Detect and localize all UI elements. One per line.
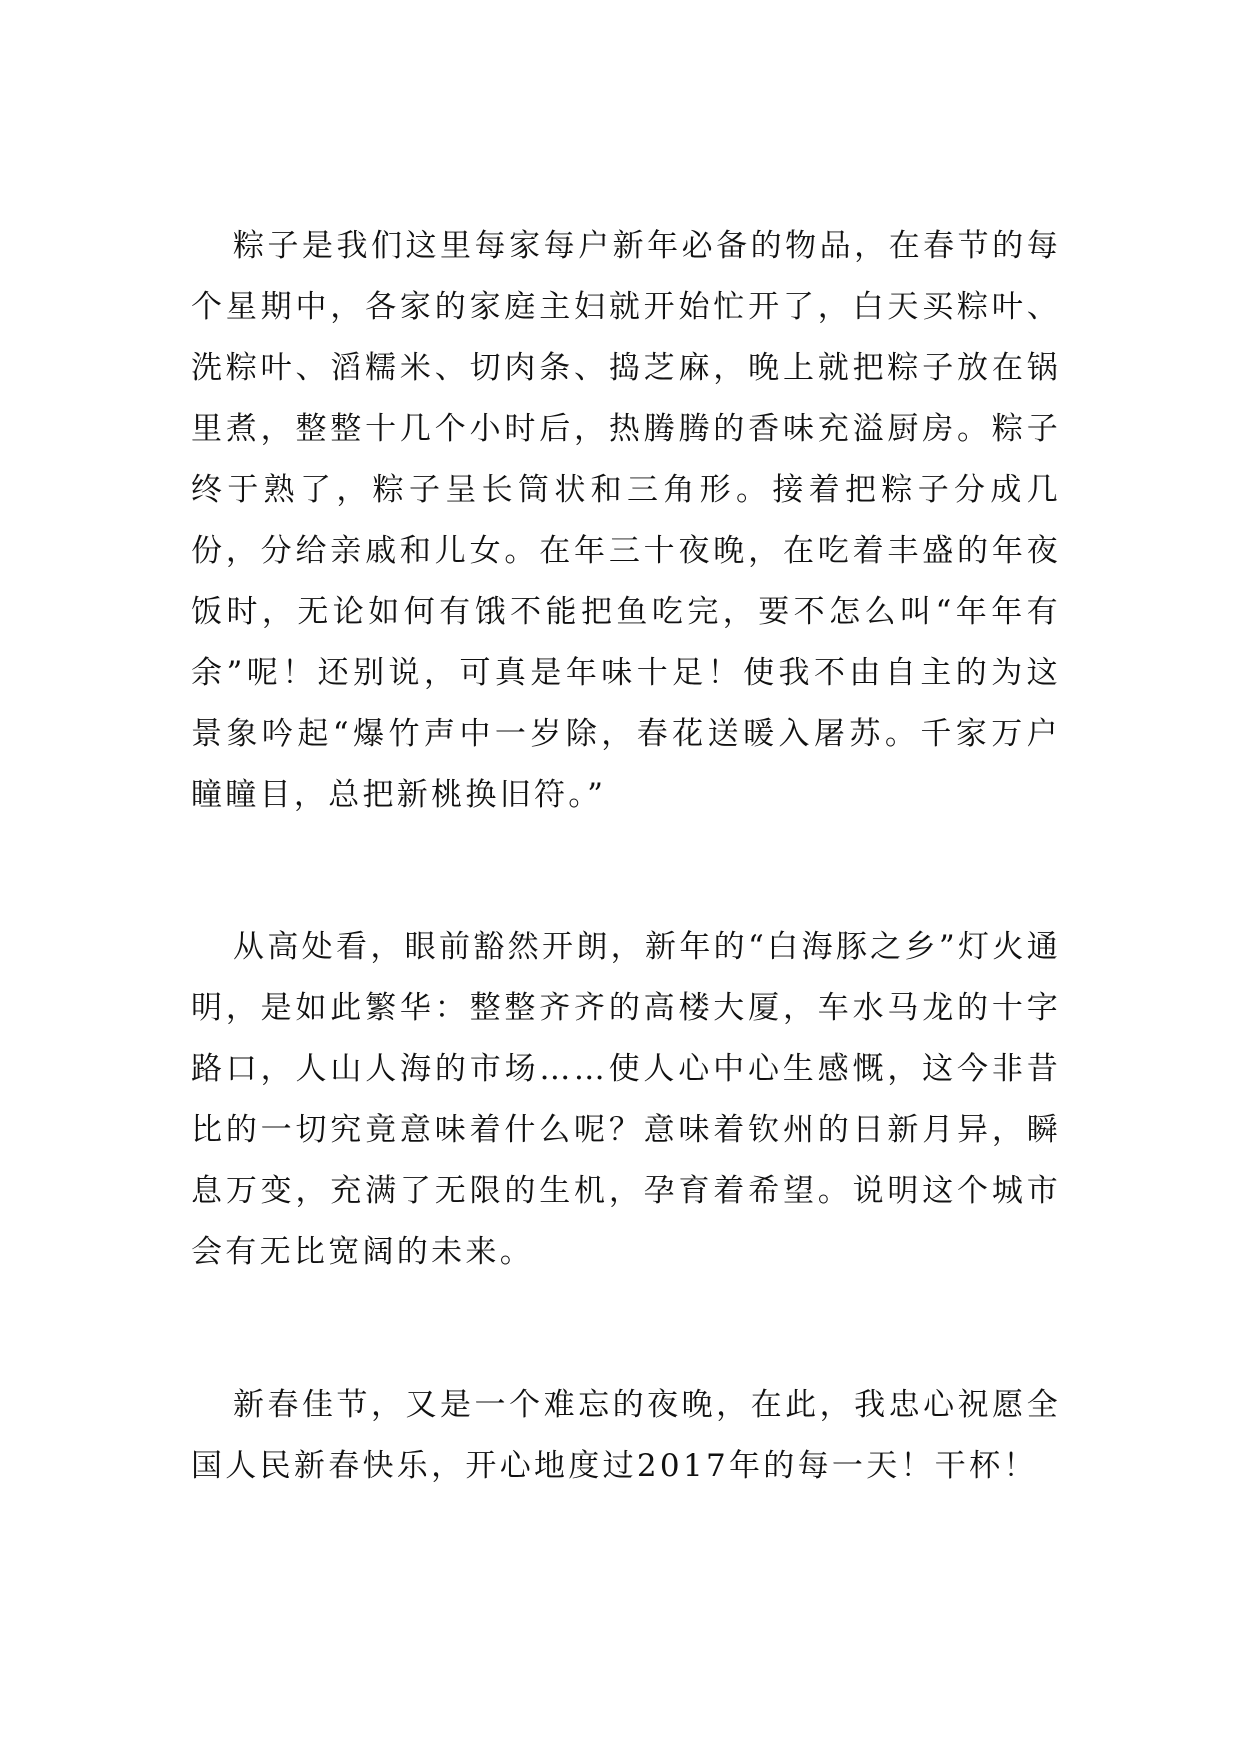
paragraph-new-year-wishes: 新春佳节，又是一个难忘的夜晚，在此，我忠心祝愿全国人民新春快乐，开心地度过2017年的每一天！干杯！ — [191, 1387, 1061, 1484]
paragraph-zongzi: 粽子是我们这里每家每户新年必备的物品，在春节的每个星期中，各家的家庭主妇就开始忙开了，白天买粽叶、洗粽叶、滔糯米、切肉条、捣芝麻，晚上就把粽子放在锅里煮，整整十几个小时后，热腾腾的香味充溢厨房。粽子终于熟了，粽子呈长筒状和三角形。接着把粽子分成几份，分给亲戚和儿女。在年三十夜晚，在吃着丰盛的年夜饭时，无论如何有饿不能把鱼吃完，要不怎么叫“年年有余”呢！还别说，可真是年味十足！使我不由自主的为这景象吟起“爆竹声中一岁除，春花送暖入屠苏。千家万户瞳瞳目，总把新桃换旧符。” — [191, 228, 1061, 813]
paragraph-city-view: 从高处看，眼前豁然开朗，新年的“白海豚之乡”灯火通明，是如此繁华：整整齐齐的高楼大厦，车水马龙的十字路口，人山人海的市场……使人心中心生感慨，这今非昔比的一切究竟意味着什么呢？意味着钦州的日新月异，瞬息万变，充满了无限的生机，孕育着希望。说明这个城市会有无比宽阔的未来。 — [191, 929, 1061, 1270]
